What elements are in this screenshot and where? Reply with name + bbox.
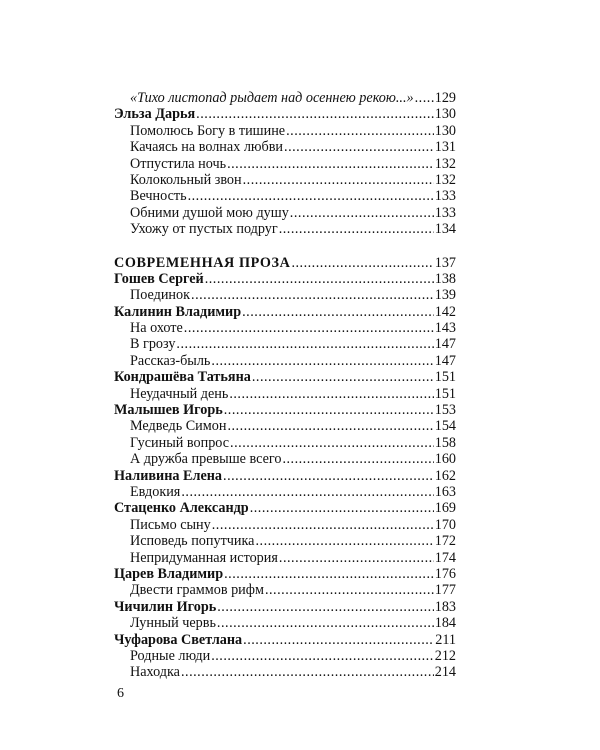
dot-leader xyxy=(227,418,433,434)
toc-entry-title: Евдокия xyxy=(130,483,181,500)
toc-entry-page: 176 xyxy=(434,565,456,582)
dot-leader xyxy=(415,90,434,106)
dot-leader xyxy=(242,304,434,320)
toc-entry-title: Калинин Владимир xyxy=(114,303,242,320)
toc-entry-page: 163 xyxy=(434,483,456,500)
toc-entry-title: Малышев Игорь xyxy=(114,402,223,419)
table-of-contents xyxy=(114,90,456,681)
toc-entry-page: 134 xyxy=(434,221,456,238)
toc-entry-page: 130 xyxy=(434,106,456,123)
toc-author-row xyxy=(114,402,456,418)
toc-entry-row xyxy=(114,615,456,631)
toc-entry-title: Поединок xyxy=(130,287,191,304)
toc-entry-page: 132 xyxy=(434,171,456,188)
dot-leader xyxy=(188,188,434,204)
dot-leader xyxy=(255,533,433,549)
dot-leader xyxy=(227,156,434,172)
dot-leader xyxy=(265,582,434,598)
toc-entry-title: Колокольный звон xyxy=(130,171,242,188)
toc-entry-title: Чичилин Игорь xyxy=(114,598,217,615)
dot-leader xyxy=(181,664,434,680)
dot-leader xyxy=(229,386,433,402)
dot-leader xyxy=(252,369,434,385)
toc-entry-page: 137 xyxy=(434,254,456,271)
dot-leader xyxy=(284,139,434,155)
toc-entry-page: 138 xyxy=(434,270,456,287)
toc-author-row xyxy=(114,566,456,582)
toc-entry-page: 129 xyxy=(434,90,456,106)
toc-author-row xyxy=(114,500,456,516)
toc-author-row xyxy=(114,271,456,287)
toc-entry-title: Находка xyxy=(130,664,180,681)
dot-leader xyxy=(286,123,434,139)
toc-entry-title: СОВРЕМЕННАЯ ПРОЗА xyxy=(114,254,291,271)
toc-entry-title: Неудачный день xyxy=(130,385,229,402)
toc-entry-row xyxy=(114,484,456,500)
toc-entry-title: Гошев Сергей xyxy=(114,270,204,287)
toc-author-row xyxy=(114,369,456,385)
toc-entry-title: Непридуманная история xyxy=(130,549,278,566)
toc-entry-row xyxy=(114,139,456,155)
toc-entry-row xyxy=(114,221,456,237)
toc-entry-title: Отпустила ночь xyxy=(130,155,227,172)
toc-entry-page: 169 xyxy=(434,500,456,517)
dot-leader xyxy=(212,517,434,533)
toc-entry-row xyxy=(114,172,456,188)
dot-leader xyxy=(291,255,433,271)
toc-entry-row xyxy=(114,320,456,336)
toc-entry-row xyxy=(114,386,456,402)
toc-entry-page: 184 xyxy=(434,615,456,632)
toc-entry-title: Лунный червь xyxy=(130,615,216,632)
toc-entry-title: Двести граммов рифм xyxy=(130,582,264,599)
dot-leader xyxy=(279,550,434,566)
dot-leader xyxy=(230,435,434,451)
toc-entry-title: Медведь Симон xyxy=(130,418,227,435)
toc-entry-page: 211 xyxy=(435,631,456,648)
toc-author-row xyxy=(114,599,456,615)
toc-entry-page: 133 xyxy=(434,188,456,205)
toc-entry-title: Письмо сыну xyxy=(130,516,211,533)
toc-entry-row xyxy=(114,156,456,172)
toc-author-row xyxy=(114,632,456,648)
toc-entry-title: Исповедь попутчика xyxy=(130,533,255,550)
toc-entry-title: «Тихо листопад рыдает над осеннею рекою...» xyxy=(130,90,414,106)
toc-entry-row xyxy=(114,582,456,598)
dot-leader xyxy=(224,566,434,582)
toc-entry-page: 139 xyxy=(434,287,456,304)
dot-leader xyxy=(223,468,434,484)
section-spacer xyxy=(114,238,456,255)
toc-entry-page: 158 xyxy=(434,434,456,451)
toc-entry-page: 130 xyxy=(434,122,456,139)
toc-entry-row xyxy=(114,353,456,369)
toc-entry-page: 174 xyxy=(434,549,456,566)
toc-entry-title: Стаценко Александр xyxy=(114,500,249,517)
toc-entry-title: Вечность xyxy=(130,188,187,205)
dot-leader xyxy=(217,615,434,631)
toc-entry-title: Наливина Елена xyxy=(114,467,223,484)
toc-entry-title: Эльза Дарья xyxy=(114,106,196,123)
toc-entry-page: 160 xyxy=(434,451,456,468)
dot-leader xyxy=(279,221,434,237)
dot-leader xyxy=(181,484,433,500)
toc-entry-row xyxy=(114,451,456,467)
toc-entry-row xyxy=(114,435,456,451)
toc-entry-title: Рассказ-быль xyxy=(130,352,211,369)
dot-leader xyxy=(282,451,433,467)
toc-entry-page: 177 xyxy=(434,582,456,599)
dot-leader xyxy=(290,205,434,221)
toc-entry-title: Родные люди xyxy=(130,647,211,664)
toc-entry-page: 151 xyxy=(434,385,456,402)
toc-entry-title: А дружба превыше всего xyxy=(130,451,282,468)
toc-entry-row xyxy=(114,90,456,106)
toc-entry-page: 142 xyxy=(434,303,456,320)
toc-entry-page: 151 xyxy=(434,369,456,386)
toc-entry-title: Ухожу от пустых подруг xyxy=(130,221,278,238)
dot-leader xyxy=(243,632,434,648)
dot-leader xyxy=(211,353,433,369)
toc-entry-row xyxy=(114,205,456,221)
toc-entry-title: Качаясь на волнах любви xyxy=(130,139,284,156)
toc-entry-page: 172 xyxy=(434,533,456,550)
toc-entry-row xyxy=(114,664,456,680)
dot-leader xyxy=(176,336,433,352)
dot-leader xyxy=(196,106,434,122)
toc-entry-title: Кондрашёва Татьяна xyxy=(114,369,251,386)
toc-entry-page: 162 xyxy=(434,467,456,484)
toc-entry-row xyxy=(114,648,456,664)
toc-entry-page: 132 xyxy=(434,155,456,172)
dot-leader xyxy=(211,648,434,664)
toc-entry-title: Царев Владимир xyxy=(114,565,224,582)
dot-leader xyxy=(250,500,434,516)
toc-author-row xyxy=(114,304,456,320)
dot-leader xyxy=(205,271,434,287)
toc-entry-title: Чуфарова Светлана xyxy=(114,631,243,648)
dot-leader xyxy=(224,402,434,418)
dot-leader xyxy=(217,599,433,615)
toc-entry-row xyxy=(114,517,456,533)
dot-leader xyxy=(184,320,434,336)
toc-entry-row xyxy=(114,287,456,303)
toc-entry-title: На охоте xyxy=(130,320,183,337)
dot-leader xyxy=(191,287,434,303)
page-number: 6 xyxy=(117,686,124,701)
toc-entry-page: 212 xyxy=(434,647,456,664)
toc-author-row xyxy=(114,468,456,484)
toc-section-row xyxy=(114,255,456,271)
toc-entry-title: В грозу xyxy=(130,336,176,353)
toc-entry-page: 147 xyxy=(434,352,456,369)
toc-author-row xyxy=(114,106,456,122)
toc-entry-row xyxy=(114,418,456,434)
dot-leader xyxy=(243,172,434,188)
toc-entry-row xyxy=(114,188,456,204)
toc-entry-title: Помолюсь Богу в тишине xyxy=(130,122,286,139)
toc-entry-page: 131 xyxy=(434,139,456,156)
toc-entry-row xyxy=(114,336,456,352)
toc-entry-page: 153 xyxy=(434,402,456,419)
toc-entry-row xyxy=(114,123,456,139)
toc-entry-page: 147 xyxy=(434,336,456,353)
toc-entry-page: 170 xyxy=(434,516,456,533)
toc-entry-page: 133 xyxy=(434,204,456,221)
toc-entry-title: Обними душой мою душу xyxy=(130,204,289,221)
toc-entry-title: Гусиный вопрос xyxy=(130,434,230,451)
toc-entry-page: 154 xyxy=(434,418,456,435)
toc-entry-page: 214 xyxy=(434,664,456,681)
toc-entry-row xyxy=(114,533,456,549)
toc-entry-page: 183 xyxy=(434,598,456,615)
toc-entry-page: 143 xyxy=(434,320,456,337)
toc-entry-row xyxy=(114,550,456,566)
